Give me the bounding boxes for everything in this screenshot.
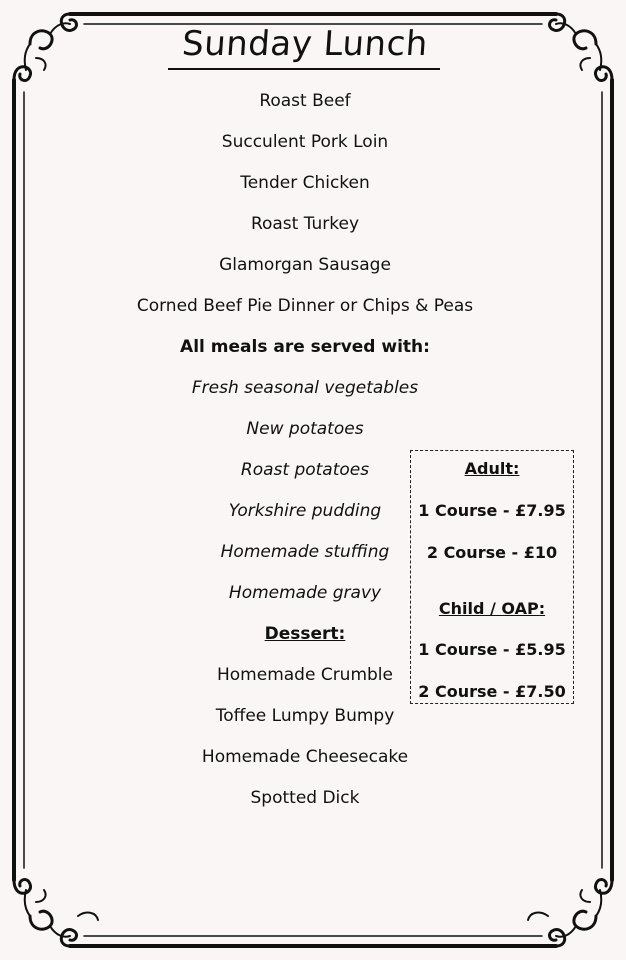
main-item: Roast Turkey: [250, 214, 360, 234]
main-item: Succulent Pork Loin: [221, 132, 389, 152]
price-box: [410, 450, 574, 704]
side-item: Roast potatoes: [240, 460, 370, 480]
side-item: Yorkshire pudding: [228, 501, 382, 521]
adult-heading: Adult:: [464, 459, 520, 478]
side-item: Fresh seasonal vegetables: [191, 378, 419, 398]
adult-two-course-price: 2 Course - £10: [426, 543, 558, 562]
served-with-heading: All meals are served with:: [180, 337, 430, 357]
side-item: Homemade stuffing: [220, 542, 390, 562]
page-title: Sunday Lunch: [180, 24, 430, 64]
dessert-item: Homemade Crumble: [216, 665, 393, 685]
child-one-course-price: 1 Course - £5.95: [418, 640, 566, 659]
dessert-item: Toffee Lumpy Bumpy: [215, 706, 395, 726]
title-underline: [168, 68, 440, 70]
dessert-item: Homemade Cheesecake: [201, 747, 409, 767]
child-two-course-price: 2 Course - £7.50: [418, 682, 566, 701]
dessert-item: Spotted Dick: [250, 788, 360, 808]
main-item: Roast Beef: [259, 91, 351, 111]
main-item: Corned Beef Pie Dinner or Chips & Peas: [136, 296, 474, 316]
dessert-heading-text: Dessert:: [264, 624, 346, 644]
child-oap-heading: Child / OAP:: [438, 599, 546, 618]
side-item: Homemade gravy: [228, 583, 382, 603]
adult-one-course-price: 1 Course - £7.95: [418, 501, 566, 520]
side-item: New potatoes: [246, 419, 364, 439]
main-item: Glamorgan Sausage: [219, 255, 391, 275]
main-item: Tender Chicken: [240, 173, 370, 193]
